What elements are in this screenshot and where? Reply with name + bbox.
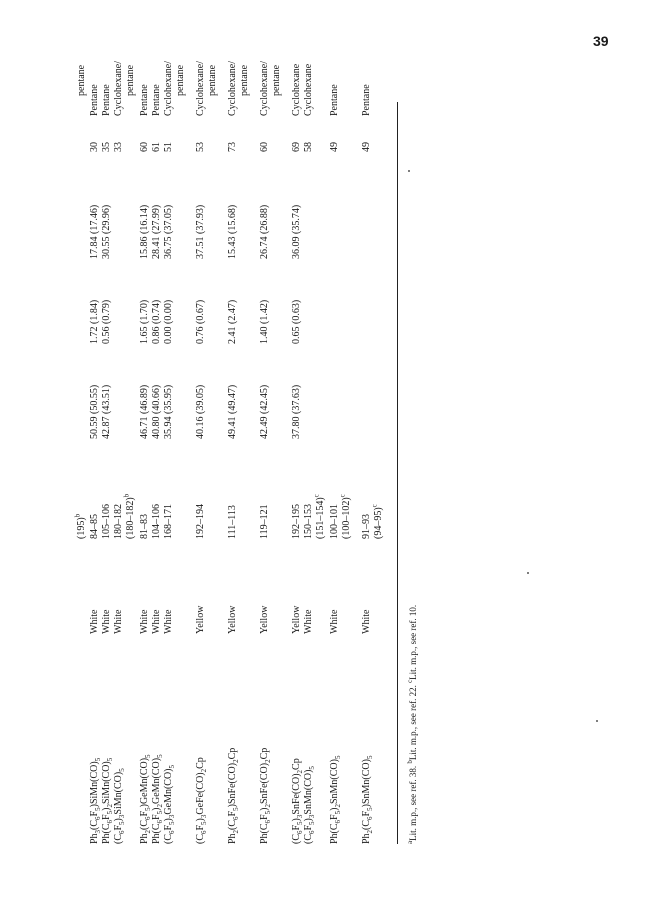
- compound-cell: $(C_6F_5)_3GeMn(CO)_5$: [163, 764, 176, 844]
- fluorine-cell: 28.41 (27.99): [151, 204, 162, 259]
- table-footnote: $^a$Lit. m.p., see ref. 38. $^b$Lit. m.p., see ref. 22. $^c$Lit. m.p., see ref. 10.: [406, 604, 418, 844]
- mp-cell: 104–106: [151, 504, 162, 539]
- compound-cell: $(C_6F_5)_3GeFe(CO)_2Cp$: [195, 757, 208, 844]
- yield-cell: 61: [151, 142, 162, 152]
- mp-cell: $(94-95)^c$: [370, 504, 384, 539]
- carbon-cell: 50.59 (50.55): [89, 384, 100, 439]
- mp-cell: 192–194: [195, 504, 206, 539]
- color-cell: Yellow: [259, 605, 270, 634]
- compound-cell: $Ph_3(C_6F_5)SiMn(CO)_5$: [89, 757, 102, 844]
- yield-cell: 60: [259, 142, 270, 152]
- yield-cell: 58: [303, 142, 314, 152]
- solvent-cell: Pentane: [329, 84, 340, 116]
- fluorine-cell: 15.43 (15.68): [227, 204, 238, 259]
- mp-cell: 91–93: [361, 514, 372, 539]
- color-cell: Yellow: [227, 605, 238, 634]
- yield-cell: 49: [329, 142, 340, 152]
- color-cell: White: [151, 609, 162, 634]
- fluorine-cell: 36.75 (37.05): [163, 204, 174, 259]
- compound-cell: $(C_6F_5)_3SiMn(CO)_5$: [113, 768, 126, 844]
- hydrogen-cell: 1.40 (1.42): [259, 299, 270, 344]
- mp-cell: $(100-102)^c$: [338, 494, 352, 539]
- hydrogen-cell: 0.65 (0.63): [291, 299, 302, 344]
- solvent-cell: Pentane: [361, 84, 372, 116]
- yield-cell: 33: [113, 142, 124, 152]
- yield-cell: 49: [361, 142, 372, 152]
- compound-cell: $Ph_2(C_6F_5)SnFe(CO)_2Cp$: [227, 747, 240, 844]
- compound-cell: $(C_6F_5)_3SnFe(CO)_2Cp$: [291, 758, 304, 844]
- yield-cell: 73: [227, 142, 238, 152]
- hydrogen-cell: 0.00 (0.00): [163, 299, 174, 344]
- fluorine-cell: 30.55 (29.96): [101, 204, 112, 259]
- solvent-cell: pentane: [271, 64, 282, 96]
- color-cell: White: [139, 609, 150, 634]
- compound-cell: $Ph(C_6F_5)_2SnFe(CO)_2Cp$: [259, 747, 272, 844]
- mp-cell: $(195)^b$: [73, 513, 87, 539]
- color-cell: White: [163, 609, 174, 634]
- carbon-cell: 35.94 (35.95): [163, 384, 174, 439]
- compound-cell: $Ph(C_6F_5)_2SnMn(CO)_5$: [329, 755, 342, 844]
- mp-cell: $(180-182)^b$: [122, 493, 136, 539]
- mp-cell: 180–182: [113, 504, 124, 539]
- solvent-cell: Cyclohexane/: [195, 61, 206, 116]
- carbon-cell: 49.41 (49.47): [227, 384, 238, 439]
- hydrogen-cell: 2.41 (2.47): [227, 299, 238, 344]
- compound-cell: $Ph_2(C_6F_5)GeMn(CO)_5$: [139, 754, 152, 844]
- compound-cell: $Ph(C_6F_5)_2GeMn(CO)_5$: [151, 754, 164, 844]
- mp-cell: 192–195: [291, 504, 302, 539]
- solvent-cell: pentane: [239, 64, 250, 96]
- color-cell: White: [329, 609, 340, 634]
- solvent-cell: pentane: [125, 64, 136, 96]
- solvent-cell: Cyclohexane/: [259, 61, 270, 116]
- yield-cell: 60: [139, 142, 150, 152]
- carbon-cell: 46.71 (46.89): [139, 384, 150, 439]
- fluorine-cell: 26.74 (26.88): [259, 204, 270, 259]
- solvent-cell: pentane: [207, 64, 218, 96]
- hydrogen-cell: 0.86 (0.74): [151, 299, 162, 344]
- color-cell: White: [89, 609, 100, 634]
- scan-speck: [408, 170, 410, 172]
- scan-speck: [596, 720, 598, 722]
- color-cell: Yellow: [291, 605, 302, 634]
- solvent-cell: Pentane: [151, 84, 162, 116]
- mp-cell: 168–171: [163, 504, 174, 539]
- color-cell: White: [361, 609, 372, 634]
- mp-cell: $(151-154)^c$: [312, 494, 326, 539]
- yield-cell: 30: [89, 142, 100, 152]
- solvent-cell: Pentane: [139, 84, 150, 116]
- fluorine-cell: 36.09 (35.74): [291, 204, 302, 259]
- mp-cell: 119–121: [259, 504, 270, 539]
- mp-cell: 100–101: [329, 504, 340, 539]
- compound-cell: $(C_6F_5)_3SnMn(CO)_5$: [303, 766, 316, 844]
- color-cell: White: [113, 609, 124, 634]
- solvent-cell: Pentane: [101, 84, 112, 116]
- carbon-cell: 42.49 (42.45): [259, 384, 270, 439]
- scan-speck: [527, 572, 529, 574]
- mp-cell: 84–85: [89, 514, 100, 539]
- carbon-cell: 37.80 (37.63): [291, 384, 302, 439]
- mp-cell: 105–106: [101, 504, 112, 539]
- hydrogen-cell: 0.56 (0.79): [101, 299, 112, 344]
- compound-cell: $Ph_2(C_6F_5)SnMn(CO)_5$: [361, 755, 374, 844]
- solvent-cell: Cyclohexane: [303, 63, 314, 116]
- hydrogen-cell: 1.65 (1.70): [139, 299, 150, 344]
- mp-cell: 150–153: [303, 504, 314, 539]
- mp-cell: 81–83: [139, 514, 150, 539]
- color-cell: White: [101, 609, 112, 634]
- carbon-cell: 40.80 (40.66): [151, 384, 162, 439]
- solvent-cell: Pentane: [89, 84, 100, 116]
- solvent-cell: Cyclohexane/: [163, 61, 174, 116]
- carbon-cell: 42.87 (43.51): [101, 384, 112, 439]
- hydrogen-cell: 1.72 (1.84): [89, 299, 100, 344]
- rotated-table: [56, 44, 576, 844]
- solvent-cell: Cyclohexane/: [227, 61, 238, 116]
- solvent-cell: pentane: [175, 64, 186, 96]
- table-bottom-rule: [397, 102, 398, 844]
- yield-cell: 51: [163, 142, 174, 152]
- solvent-cell: Cyclohexane/: [113, 61, 124, 116]
- hydrogen-cell: 0.76 (0.67): [195, 299, 206, 344]
- solvent-cell: Cyclohexane: [291, 63, 302, 116]
- carbon-cell: 40.16 (39.05): [195, 384, 206, 439]
- color-cell: Yellow: [195, 605, 206, 634]
- yield-cell: 69: [291, 142, 302, 152]
- fluorine-cell: 17.84 (17.46): [89, 204, 100, 259]
- color-cell: White: [303, 609, 314, 634]
- fluorine-cell: 15.86 (16.14): [139, 204, 150, 259]
- page-number: 39: [593, 33, 609, 49]
- yield-cell: 53: [195, 142, 206, 152]
- solvent-cell: pentane: [76, 64, 87, 96]
- compound-cell: $Ph(C_6F_5)_2SiMn(CO)_5$: [101, 757, 114, 844]
- mp-cell: 111–113: [227, 505, 238, 539]
- yield-cell: 35: [101, 142, 112, 152]
- fluorine-cell: 37.51 (37.93): [195, 204, 206, 259]
